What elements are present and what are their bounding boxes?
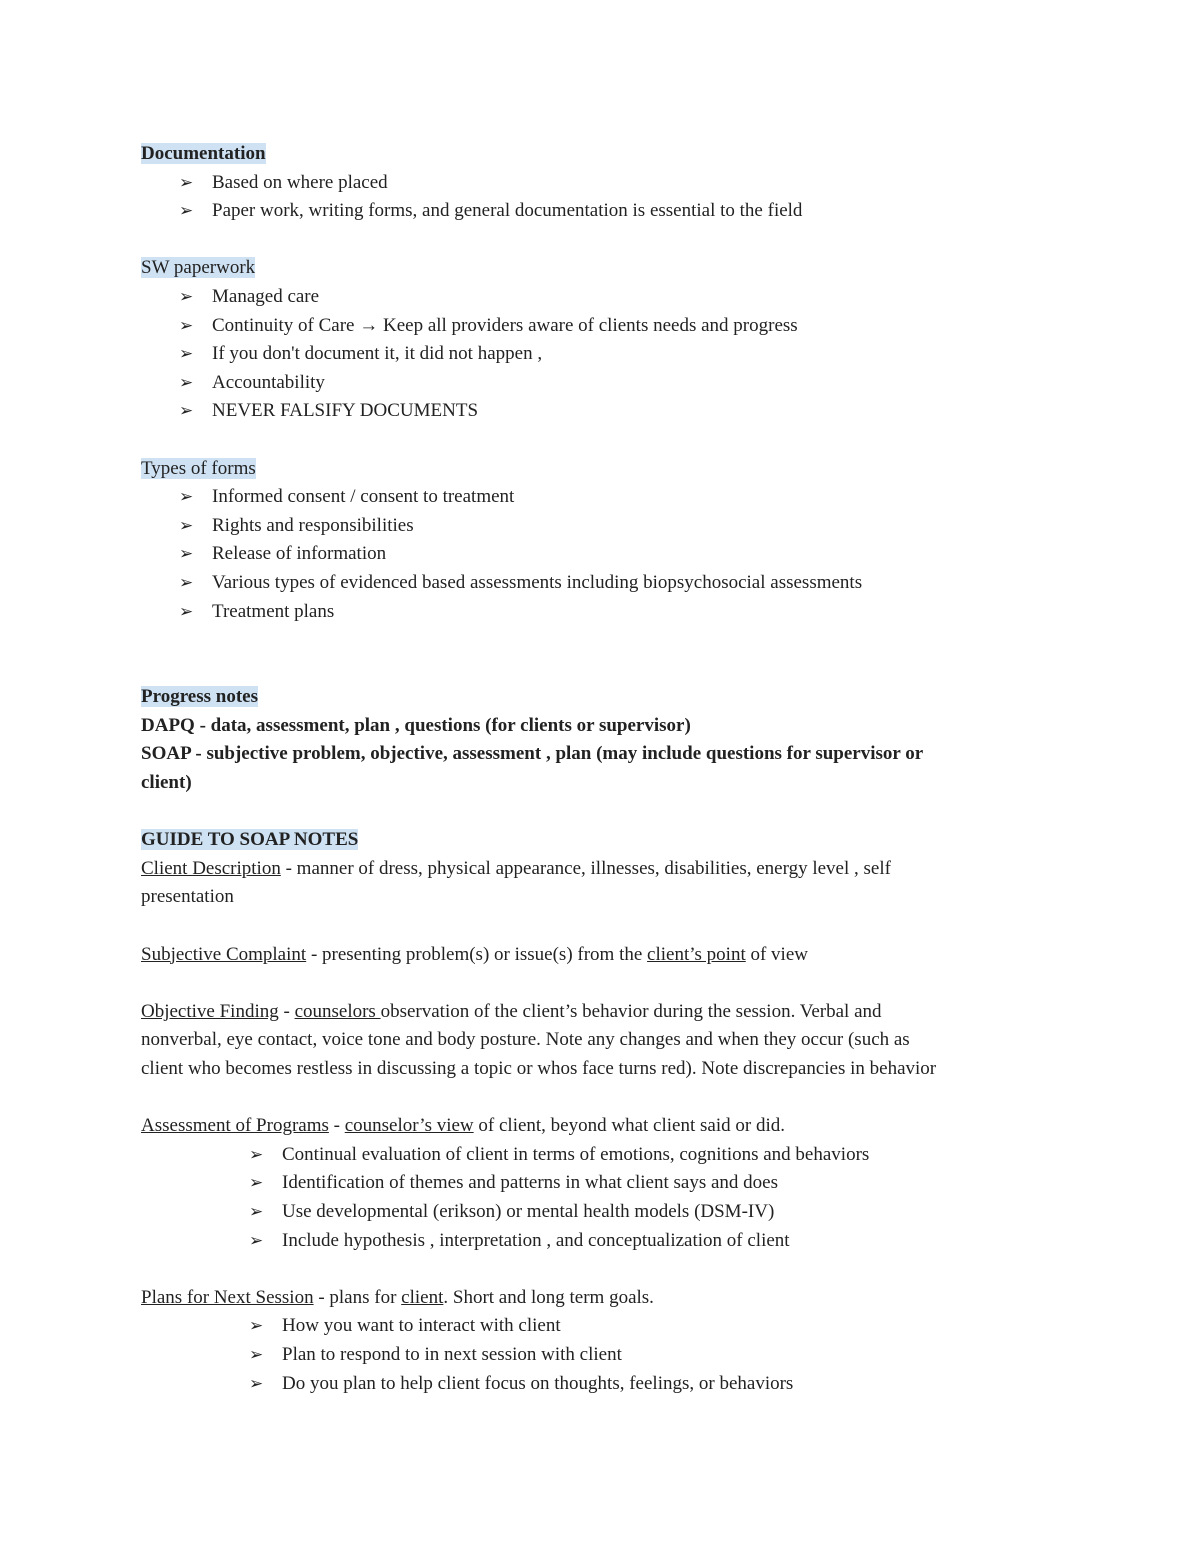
arrow-bullet-icon: ➢ — [249, 1173, 264, 1194]
list-item: ➢ Various types of evidenced based assessments including biopsychosocial assessments — [141, 569, 1071, 598]
arrow-bullet-icon: ➢ — [179, 487, 194, 508]
subjective-complaint: Subjective Complaint - presenting problem(s) or issue(s) from the client’s point of view — [141, 943, 808, 965]
client-description-label: Client Description — [141, 857, 281, 879]
client-description-continued: presentation — [141, 886, 234, 908]
objective-finding-continued: nonverbal, eye contact, voice tone and body posture. Note any changes and when they occur (such as — [141, 1029, 910, 1051]
list-item: ➢ Accountability — [141, 369, 1071, 398]
list-item: ➢ NEVER FALSIFY DOCUMENTS — [141, 397, 1071, 426]
section-types-of-forms — [141, 455, 1071, 484]
arrow-bullet-icon: ➢ — [249, 1144, 264, 1165]
heading-documentation: Documentation — [141, 143, 266, 164]
list-item: ➢ How you want to interact with client — [141, 1312, 1071, 1341]
arrow-bullet-icon: ➢ — [179, 544, 194, 565]
arrow-bullet-icon: ➢ — [179, 315, 194, 336]
arrow-bullet-icon: ➢ — [249, 1201, 264, 1222]
heading-guide-to-soap-notes: GUIDE TO SOAP NOTES — [141, 829, 359, 851]
subjective-complaint-label: Subjective Complaint — [141, 943, 307, 965]
list-item: ➢ Release of information — [141, 540, 1071, 569]
section-sw-paperwork — [141, 254, 1071, 283]
arrow-bullet-icon: ➢ — [179, 372, 194, 393]
assessment-label: Assessment of Programs — [141, 1115, 329, 1137]
arrow-bullet-icon: ➢ — [249, 1230, 264, 1251]
list-item: ➢ Include hypothesis , interpretation , and conceptualization of client — [141, 1227, 1071, 1256]
section-progress-notes — [141, 683, 1071, 712]
objective-finding: Objective Finding - counselors observation of the client’s behavior during the session. Verbal and — [141, 1000, 882, 1022]
arrow-bullet-icon: ➢ — [249, 1344, 264, 1365]
plans-label: Plans for Next Session — [141, 1286, 314, 1308]
list-item: ➢ Use developmental (erikson) or mental health models (DSM-IV) — [141, 1198, 1071, 1227]
heading-types-of-forms: Types of forms — [141, 457, 256, 479]
list-item: ➢ Managed care — [141, 283, 1071, 312]
heading-progress-notes: Progress notes — [141, 686, 258, 708]
list-item: ➢ Informed consent / consent to treatment — [141, 483, 1071, 512]
list-item: ➢ Continual evaluation of client in terms of emotions, cognitions and behaviors — [141, 1141, 1071, 1170]
objective-finding-continued: client who becomes restless in discussing a topic or whos face turns red). Note discrepancies in behavior — [141, 1058, 937, 1079]
arrow-bullet-icon: ➢ — [179, 401, 194, 422]
soap-line-continued: client) — [141, 772, 192, 794]
plans-for-next-session: Plans for Next Session - plans for client. Short and long term goals. — [141, 1286, 654, 1308]
list-item: ➢ Plan to respond to in next session with client — [141, 1341, 1071, 1370]
arrow-bullet-icon: ➢ — [179, 172, 194, 193]
list-item: ➢ Continuity of Care → Keep all providers aware of clients needs and progress — [141, 312, 1071, 341]
list-item: ➢ Paper work, writing forms, and general documentation is essential to the field — [141, 197, 1071, 226]
arrow-bullet-icon: ➢ — [249, 1316, 264, 1337]
arrow-bullet-icon: ➢ — [179, 201, 194, 222]
soap-line: SOAP - subjective problem, objective, assessment , plan (may include questions for supervisor or — [141, 743, 924, 765]
list-item: ➢ Do you plan to help client focus on thoughts, feelings, or behaviors — [141, 1370, 1071, 1399]
list-item: ➢ If you don't document it, it did not happen , — [141, 340, 1071, 369]
list-item: ➢ Based on where placed — [141, 169, 1071, 198]
list-item: ➢ Rights and responsibilities — [141, 512, 1071, 541]
document-page — [141, 140, 1071, 1398]
section-documentation — [141, 140, 1071, 169]
arrow-bullet-icon: ➢ — [179, 572, 194, 593]
client-description: Client Description - manner of dress, physical appearance, illnesses, disabilities, energy level , self — [141, 857, 891, 879]
list-item: ➢ Identification of themes and patterns in what client says and does — [141, 1169, 1071, 1198]
objective-finding-label: Objective Finding — [141, 1000, 279, 1022]
section-guide — [141, 826, 1071, 855]
arrow-bullet-icon: ➢ — [179, 286, 194, 307]
heading-sw-paperwork: SW paperwork — [141, 257, 256, 279]
arrow-bullet-icon: ➢ — [249, 1373, 264, 1394]
assessment-of-programs: Assessment of Programs - counselor’s view of client, beyond what client said or did. — [141, 1115, 785, 1137]
arrow-bullet-icon: ➢ — [179, 601, 194, 622]
arrow-bullet-icon: ➢ — [179, 515, 194, 536]
list-item: ➢ Treatment plans — [141, 598, 1071, 627]
dapq-line: DAPQ - data, assessment, plan , questions (for clients or supervisor) — [141, 714, 691, 736]
arrow-bullet-icon: ➢ — [179, 344, 194, 365]
